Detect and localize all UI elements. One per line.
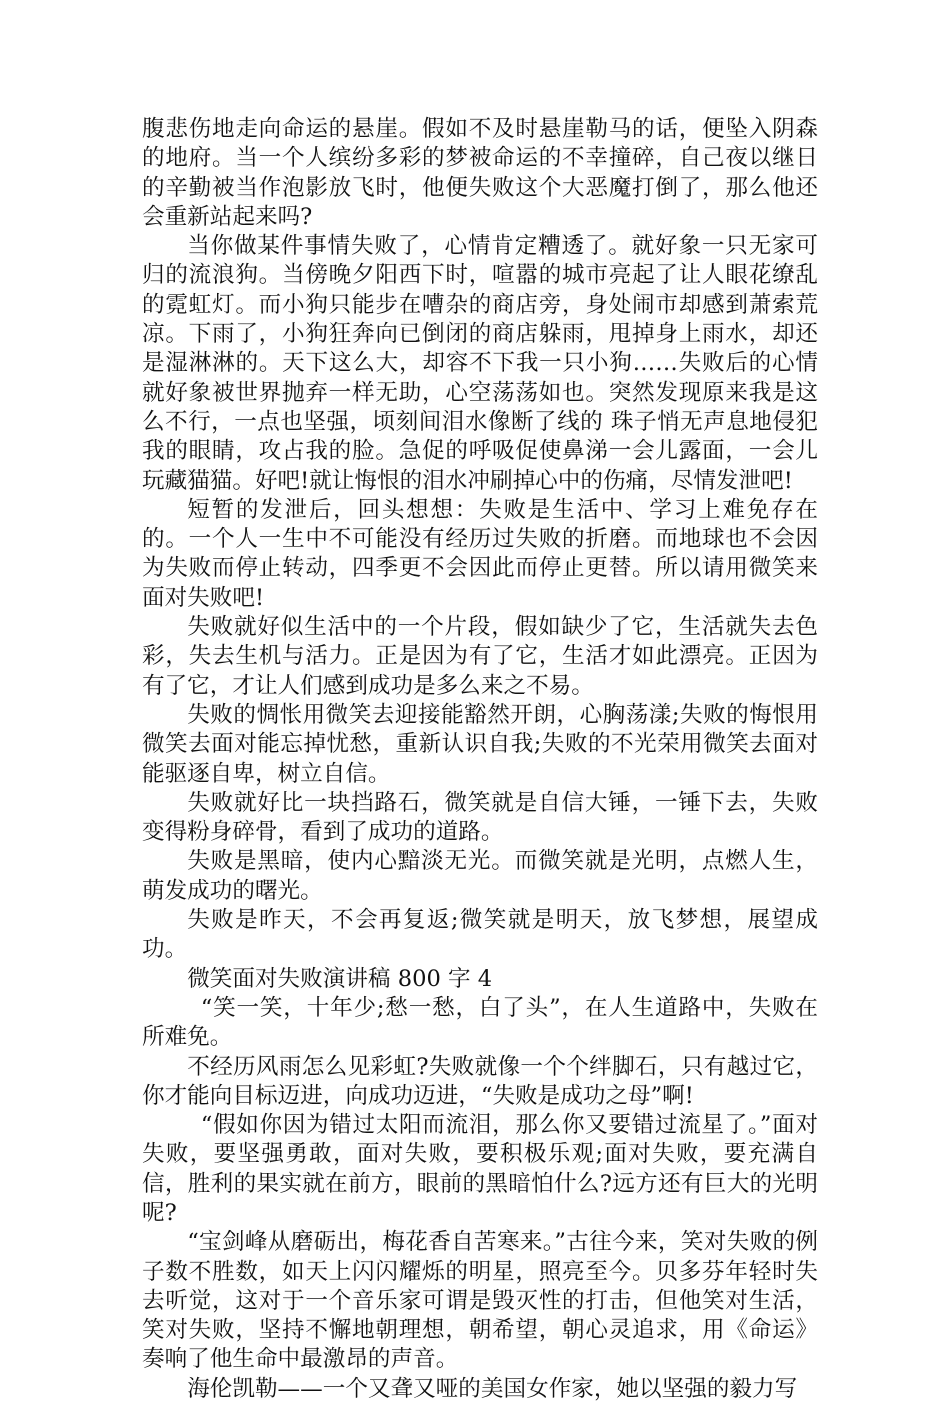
document-body bbox=[142, 115, 818, 1404]
paragraph: 失败就好比一块挡路石，微笑就是自信大锤，一锤下去，失败变得粉身碎骨，看到了成功的道路。 bbox=[142, 789, 818, 846]
paragraph: 腹悲伤地走向命运的悬崖。假如不及时悬崖勒马的话，便坠入阴森的地府。当一个人缤纷多彩的梦被命运的不幸撞碎，自己夜以继日的辛勤被当作泡影放飞时，他便失败这个大恶魔打倒了，那么他还会重新站起来吗? bbox=[142, 116, 818, 230]
paragraph: 失败就好似生活中的一个片段，假如缺少了它，生活就失去色彩，失去生机与活力。正是因为有了它，生活才如此漂亮。正因为有了它，才让人们感到成功是多么来之不易。 bbox=[142, 614, 818, 699]
paragraph: “宝剑峰从磨砺出，梅花香自苦寒来。”古往今来，笑对失败的例子数不胜数，如天上闪闪耀烁的明星，照亮至今。贝多芬年轻时失去听觉，这对于一个音乐家可谓是毁灭性的打击，但他笑对生活，笑对失败，坚持不懈地朝理想，朝希望，朝心灵追求，用《命运》奏响了他生命中最激昂的声音。 bbox=[142, 1229, 818, 1373]
paragraph: 当你做某件事情失败了，心情肯定糟透了。就好象一只无家可归的流浪狗。当傍晚夕阳西下时，喧嚣的城市亮起了让人眼花缭乱的霓虹灯。而小狗只能步在嘈杂的商店旁，身处闹市却感到萧索荒凉。下雨了，小狗狂奔向已倒闭的商店躲雨，甩掉身上雨水，却还是湿淋淋的。天下这么大，却容不下我一只小狗……失败后的心情就好象被世界抛弃一样无助，心空荡荡如也。突然发现原来我是这么不行，一点也坚强，顷刻间泪水像断了线的 珠子悄无声息地侵犯我的眼睛，攻占我的脸。急促的呼吸促使鼻涕一会儿露面，一会儿玩藏猫猫。好吧!就让悔恨的泪水冲刷掉心中的伤痛，尽情发泄吧! bbox=[142, 233, 818, 494]
paragraph: 短暂的发泄后，回头想想：失败是生活中、学习上难免存在的。一个人一生中不可能没有经历过失败的折磨。而地球也不会因为失败而停止转动，四季更不会因此而停止更替。所以请用微笑来面对失败吧! bbox=[142, 496, 818, 611]
paragraph: 失败是黑暗，使内心黯淡无光。而微笑就是光明，点燃人生，萌发成功的曙光。 bbox=[142, 848, 818, 904]
paragraph: 失败的惆怅用微笑去迎接能豁然开朗，心胸荡漾;失败的悔恨用微笑去面对能忘掉忧愁，重新认识自我;失败的不光荣用微笑去面对能驱逐自卑，树立自信。 bbox=[142, 701, 818, 787]
paragraph: “笑一笑，十年少;愁一愁，白了头”，在人生道路中，失败在所难免。 bbox=[142, 994, 818, 1051]
paragraph: 不经历风雨怎么见彩虹?失败就像一个个绊脚石，只有越过它，你才能向目标迈进，向成功迈进，“失败是成功之母”啊! bbox=[142, 1053, 818, 1109]
paragraph: “假如你因为错过太阳而流泪，那么你又要错过流星了。”面对失败，要坚强勇敢，面对失败，要积极乐观;面对失败，要充满自信，胜利的果实就在前方，眼前的黑暗怕什么?远方还有巨大的光明呢? bbox=[142, 1112, 818, 1226]
paragraph: 失败是昨天，不会再复返;微笑就是明天，放飞梦想，展望成功。 bbox=[142, 907, 818, 963]
paragraph: 海伦凯勒——一个又聋又哑的美国女作家，她以坚强的毅力写 bbox=[187, 1375, 798, 1402]
section-title: 微笑面对失败演讲稿 800 字 4 bbox=[187, 965, 493, 992]
